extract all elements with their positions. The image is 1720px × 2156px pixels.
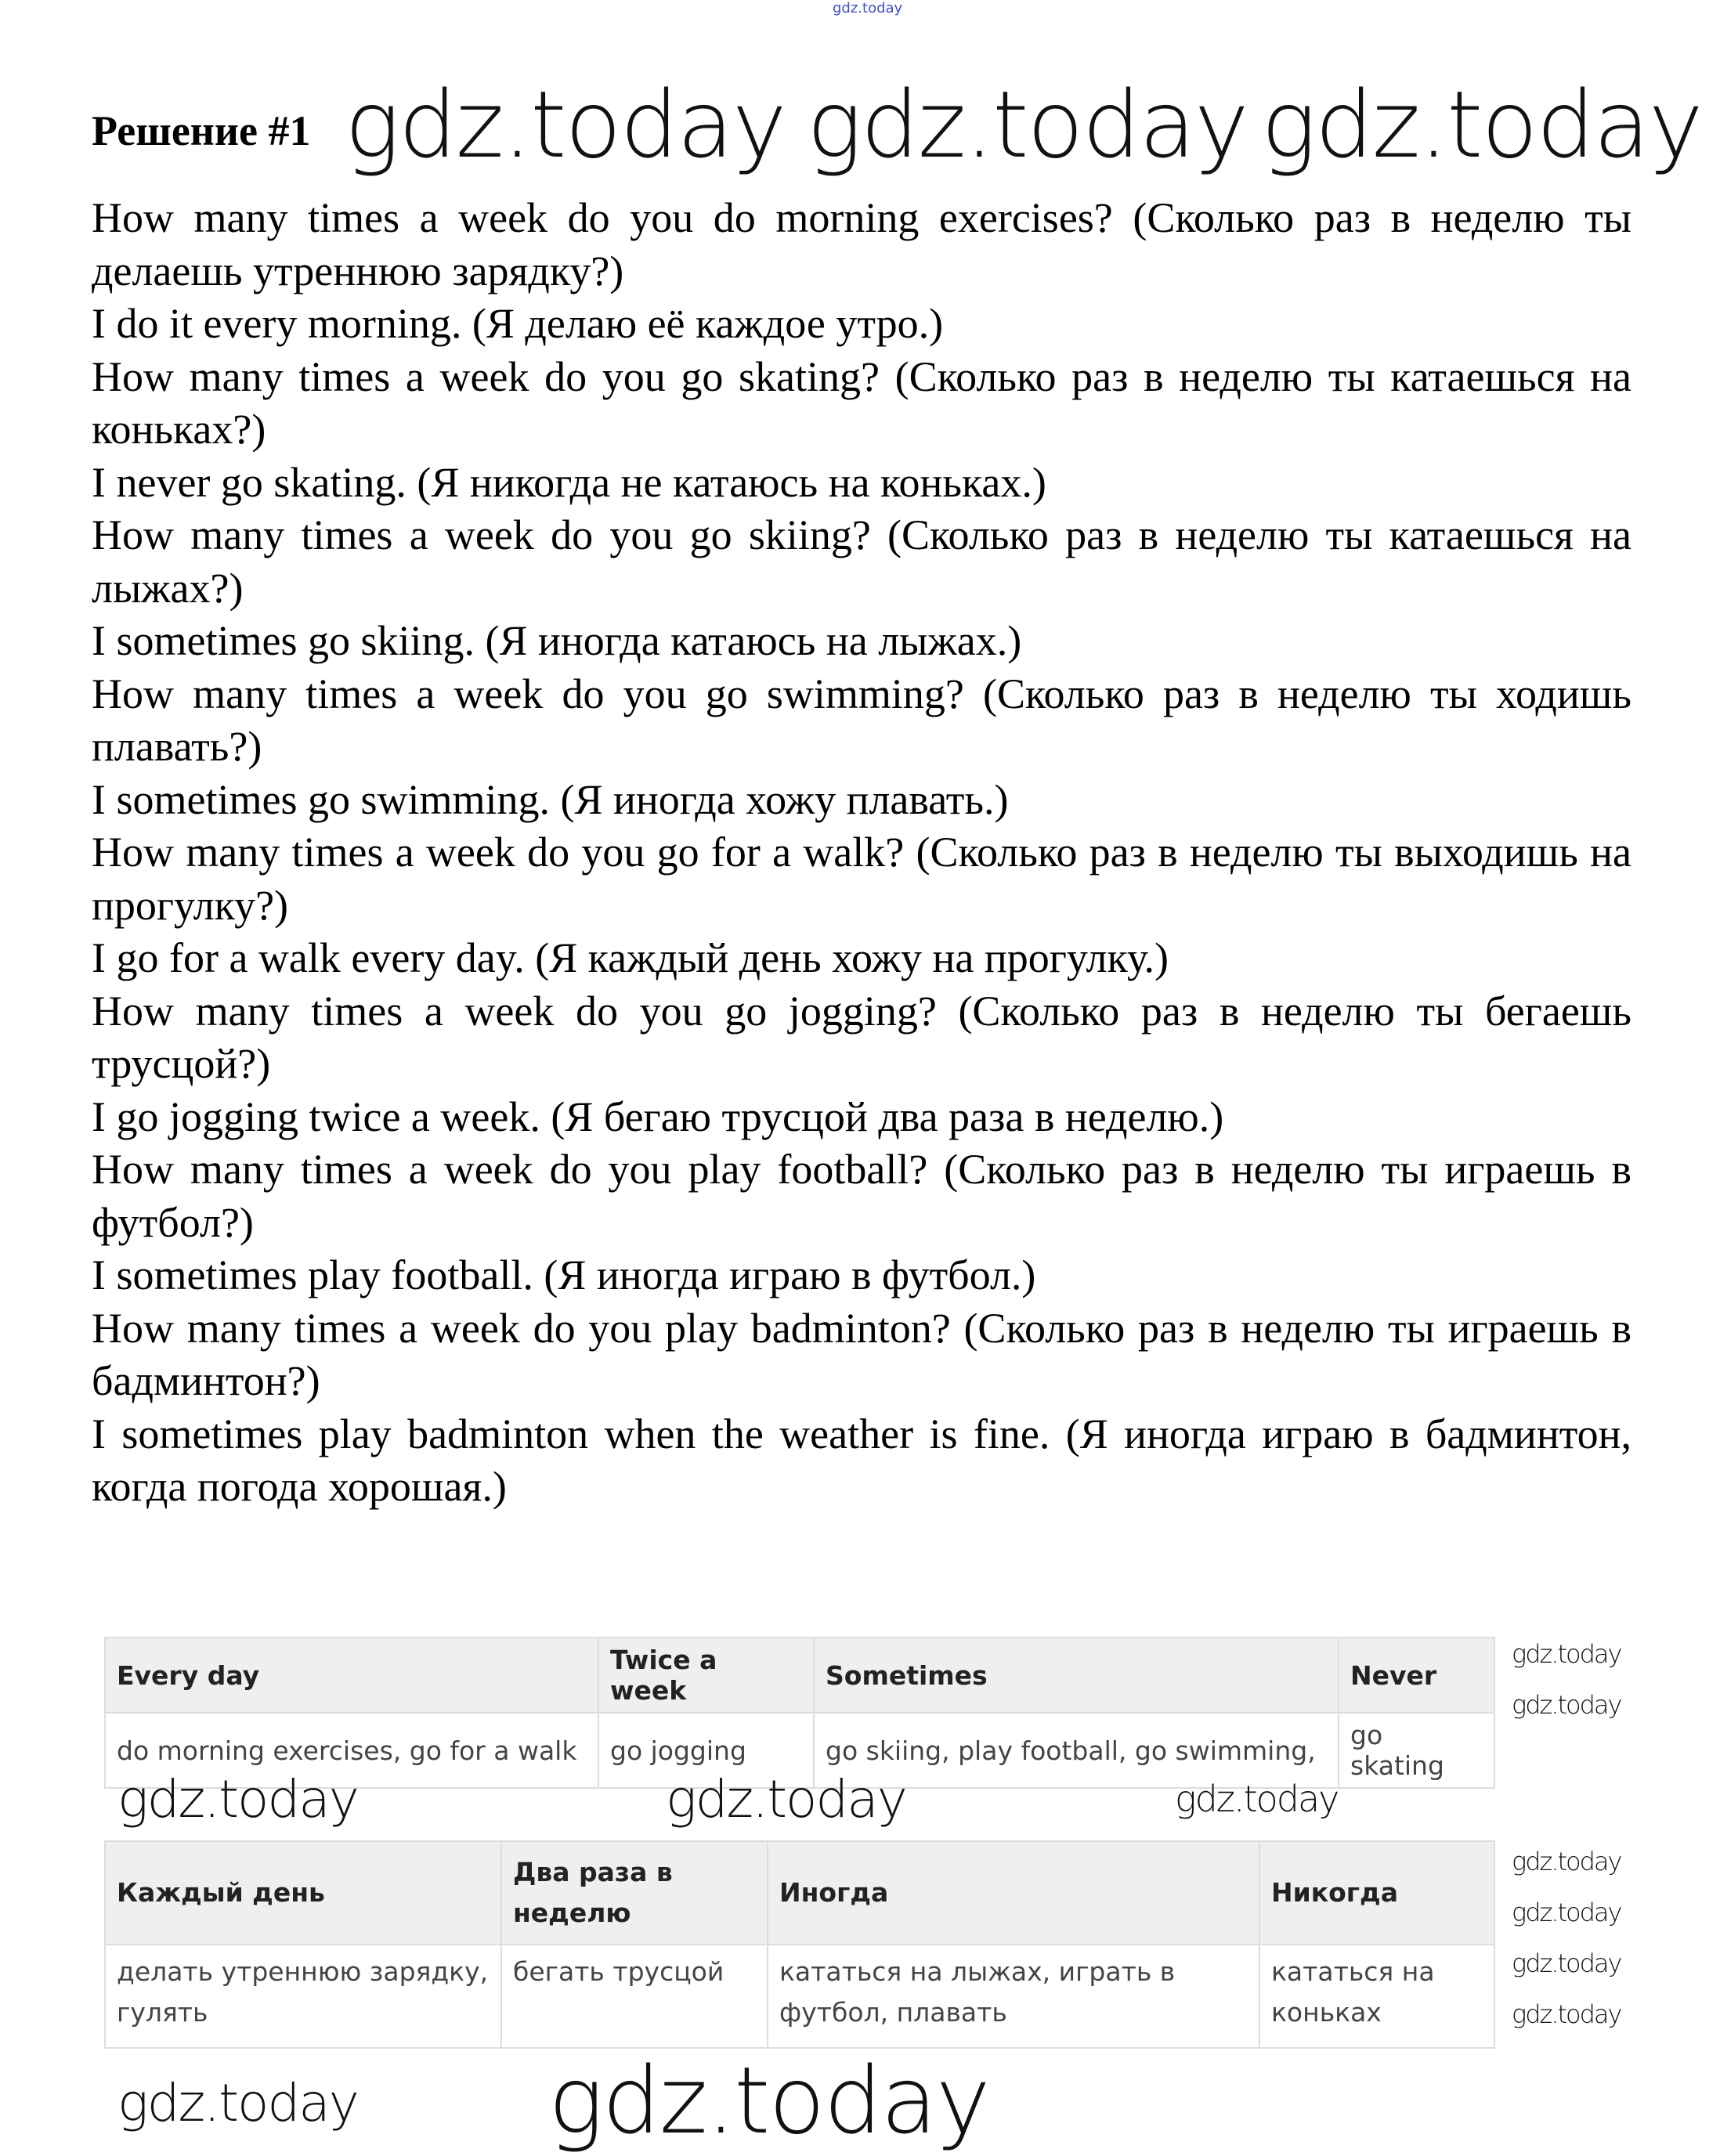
watermark: gdz.today (1512, 1999, 1621, 2029)
watermark: gdz.today (548, 2046, 989, 2154)
answer: I do it every morning. (Я делаю её каждое утро.) (92, 300, 944, 347)
table-header: Every day (105, 1638, 598, 1713)
answer: I sometimes play badminton when the weather is fine. (Я иногда играю в бадминтон, когда погода хорошая.) (92, 1410, 1631, 1510)
question: How many times a week do you go jogging? (Сколько раз в неделю ты бегаешь трусцой?) (92, 987, 1631, 1087)
question: How many times a week do you play football? (Сколько раз в неделю ты играешь в футбол?) (92, 1146, 1631, 1246)
question: How many times a week do you go swimming? (Сколько раз в неделю ты ходишь плавать?) (92, 670, 1631, 770)
question: How many times a week do you do morning exercises? (Сколько раз в неделю ты делаешь утреннюю зарядку?) (92, 194, 1631, 294)
question: How many times a week do you go for a walk? (Сколько раз в неделю ты выходишь на прогулку?) (92, 829, 1631, 929)
watermark: gdz.today (1512, 1898, 1621, 1927)
watermark: gdz.today (1512, 1639, 1621, 1669)
answer: I sometimes go skiing. (Я иногда катаюсь на лыжах.) (92, 617, 1022, 664)
watermark: gdz.today (345, 70, 786, 179)
table-header: Два раза в неделю (501, 1841, 768, 1945)
table-header-row (105, 1638, 1494, 1713)
answer: I sometimes go swimming. (Я иногда хожу плавать.) (92, 775, 1009, 823)
table-cell: бегать трусцой (501, 1945, 768, 2048)
table-header: Twice a week (598, 1638, 814, 1713)
watermark: gdz.today (666, 1769, 906, 1829)
answer: I go for a walk every day. (Я каждый день хожу на прогулку.) (92, 934, 1169, 981)
watermark: gdz.today (117, 2073, 358, 2133)
frequency-table-english (104, 1637, 1495, 1789)
watermark: gdz.today (1261, 70, 1702, 179)
question: How many times a week do you play badminton? (Сколько раз в неделю ты играешь в бадминтон?) (92, 1304, 1631, 1404)
answer: I sometimes play football. (Я иногда играю в футбол.) (92, 1251, 1036, 1298)
answer: I go jogging twice a week. (Я бегаю трусцой два раза в неделю.) (92, 1092, 1224, 1140)
watermark: gdz.today (807, 70, 1248, 179)
watermark: gdz.today (117, 1769, 358, 1829)
table-cell: go skating (1339, 1713, 1494, 1788)
question: How many times a week do you go skating? (Сколько раз в неделю ты катаешься на коньках?) (92, 352, 1631, 453)
table-header-row (105, 1841, 1494, 1945)
table-header: Иногда (768, 1841, 1259, 1945)
table-header: Never (1339, 1638, 1494, 1713)
answer: I never go skating. (Я никогда не катаюсь на коньках.) (92, 458, 1046, 506)
table-cell: go jogging (598, 1713, 814, 1788)
table-header: Никогда (1259, 1841, 1494, 1945)
frequency-table-russian (104, 1840, 1495, 2049)
table-row (105, 1945, 1494, 2048)
table-cell: кататься на лыжах, играть в футбол, плавать (768, 1945, 1259, 2048)
table-cell: go skiing, play football, go swimming, (814, 1713, 1339, 1788)
table-cell: делать утреннюю зарядку, гулять (105, 1945, 501, 2048)
solution-text (92, 192, 1631, 1514)
header-watermark: gdz.today (833, 0, 903, 16)
table-header: Sometimes (814, 1638, 1339, 1713)
watermark: gdz.today (1175, 1778, 1339, 1820)
table-cell: do morning exercises, go for a walk (105, 1713, 598, 1788)
watermark: gdz.today (1512, 1847, 1621, 1876)
watermark: gdz.today (1512, 1690, 1621, 1720)
table-header: Каждый день (105, 1841, 501, 1945)
watermark: gdz.today (1512, 1948, 1621, 1978)
question: How many times a week do you go skiing? (Сколько раз в неделю ты катаешься на лыжах?) (92, 511, 1631, 612)
table-cell: кататься на коньках (1259, 1945, 1494, 2048)
solution-title: Решение #1 (92, 107, 311, 154)
